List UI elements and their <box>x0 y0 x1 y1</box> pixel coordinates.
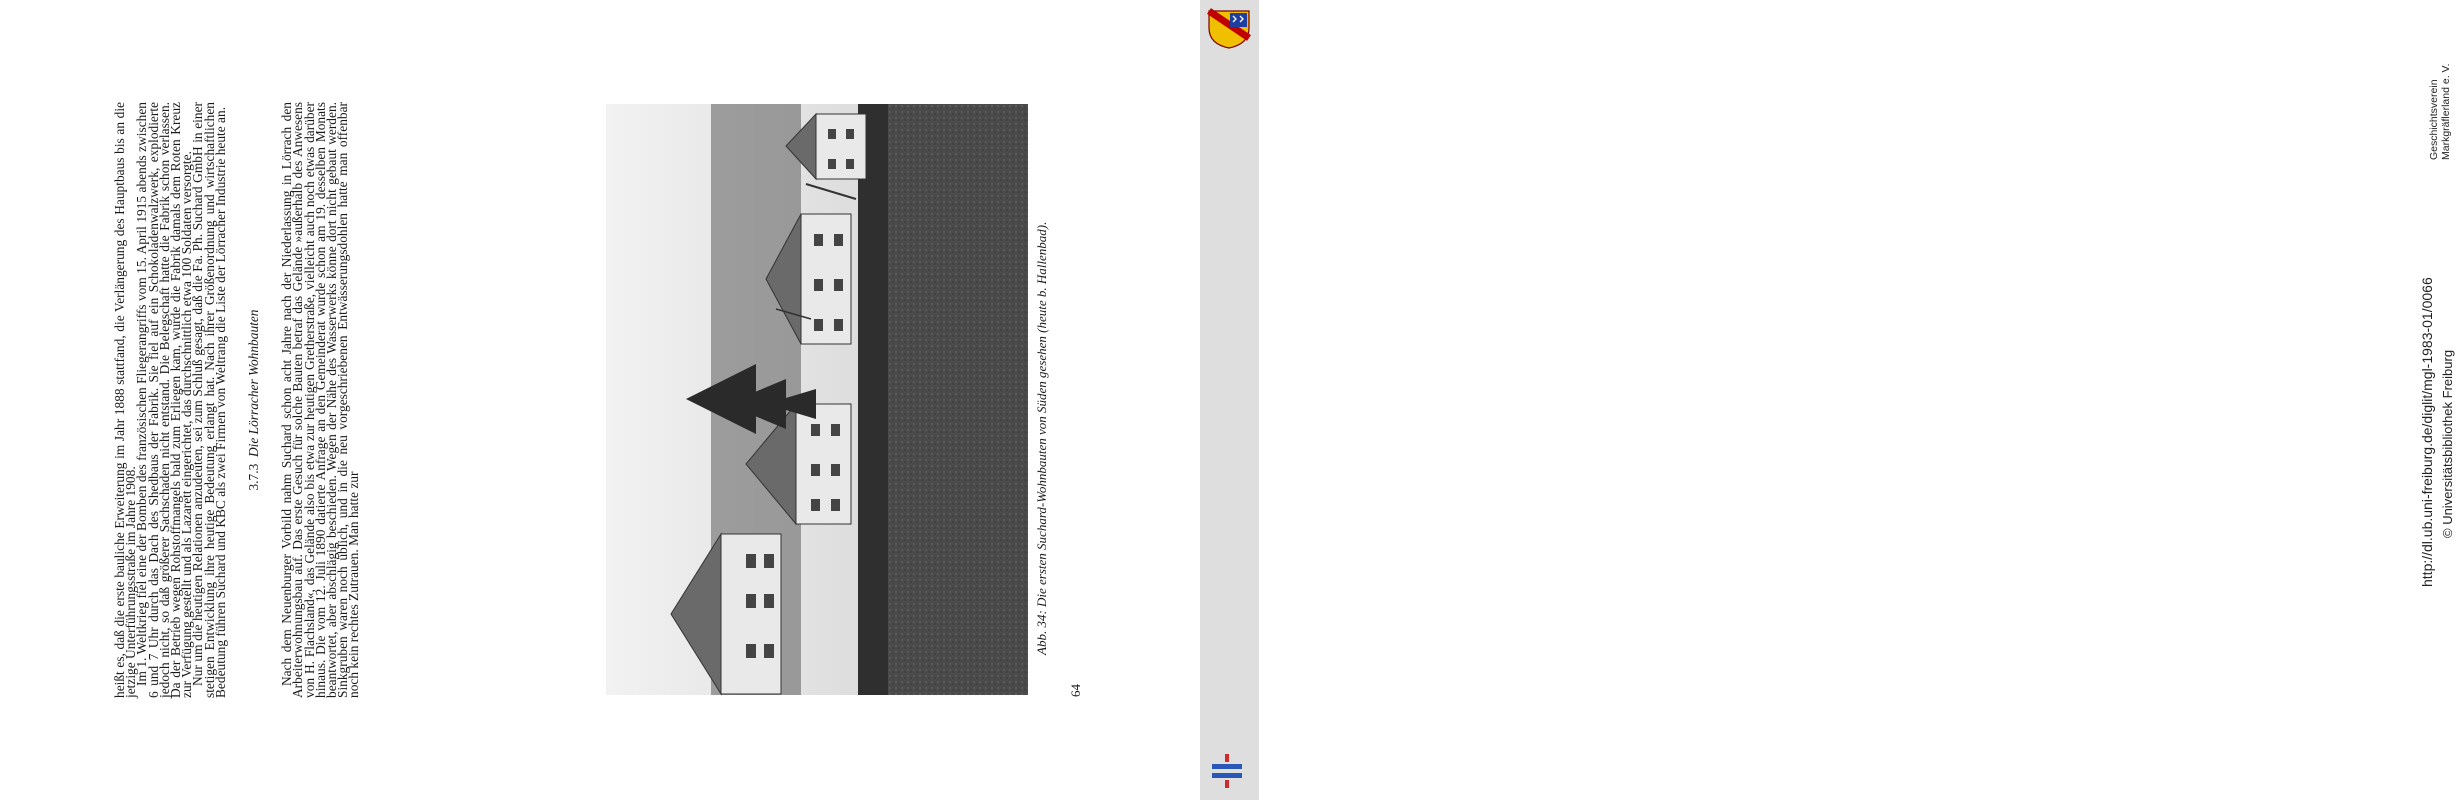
suchard-houses-photo <box>606 104 1028 695</box>
section-heading <box>246 102 262 698</box>
page-number: 64 <box>1068 684 1083 697</box>
figure-caption: Abb. 34: Die ersten Suchard-Wohnbauten von Süden gesehen (heute b. Hallenbad). <box>1034 221 1049 655</box>
society-name <box>2428 64 2452 161</box>
document-page <box>0 0 1200 800</box>
section-number: 3.7.3 <box>246 463 262 491</box>
photograph <box>606 104 1028 695</box>
library-sidebar <box>1200 0 2455 800</box>
body-text <box>114 102 360 698</box>
paragraph: Nach dem Neuenburger Vorbild nahm Suchard schon acht Jahre nach der Niederlassung in Lörrach den Arbeiterwohnungsbau auf. Das erste Gesuch für solche Bauten betraf das Gelände »außerhalb des Anwesens von H. Flachsland«, das Gelände also bis etwa zur heutigen Gretherstraße, vielleicht auch noch etwas darüber hinaus. Die vom 12. Juli 1890 datierte Anfrage an den Gemeinderat wurde schon am 19. desselben Monats beantwortet, aber abschlägig beschieden. Wegen der Nähe des Wasserwerks könne dort nicht gebaut werden. Sinkgruben waren noch üblich, und in die neu vorgeschriebenen Entwässerungsdohlen hatte man offenbar noch kein rechtes Zutrauen. Man hatte zur <box>279 102 362 698</box>
ub-freiburg-logo-icon <box>1210 750 1244 790</box>
paragraph: Nur um die heutigen Relationen anzudeuten, sei zum Schluß gesagt, daß die Fa. Ph. Suchard GmbH in einer stetigen Entwicklung ihre heutige Bedeutung erlangt hat. Nach ihrer Größenordnung und wirtschaftlichen Bedeutung führen Suchard und KBC als zwei Firmen von Weltrang die Liste der Lörracher Industrie heute an. <box>190 102 228 698</box>
society-line-1: Geschichtsverein <box>2428 79 2440 160</box>
society-line-2: Markgräflerland e. V. <box>2440 63 2452 160</box>
paragraph: heißt es, daß die erste bauliche Erweiterung im Jahr 1888 stattfand, die Verlängerung des Hauptbaus bis an die jetzige Unterführungsstraße im Jahre 1908. <box>112 102 139 698</box>
library-credit: © Universitätsbibliothek Freiburg <box>2440 349 2455 538</box>
source-url-link[interactable]: http://dl.ub.uni-freiburg.de/diglit/mgl-1983-01/0066 <box>2419 277 2435 587</box>
coat-of-arms-icon <box>1206 8 1252 50</box>
section-title: Die Lörracher Wohnbauten <box>246 309 262 458</box>
paragraph: Im 1. Weltkrieg fiel eine der Bomben des französischen Fliegerangriffs vom 15. April 1915 abends zwischen 6 und 7 Uhr durch das Dach des Shedbaus der Fabrik. Sie fiel auf ein Schokoladenwalzwerk, explodierte jedoch nicht, so daß größerer Sachschaden nicht entstand. Die Belegschaft hatte die Fabrik schon verlassen. Da der Betrieb wegen Rohstoffmangels bald zum Erliegen kam, wurde die Fabrik damals dem Roten Kreuz zur Verfügung gestellt und als Lazarett eingerichtet, das durchschnittlich etwa 100 Soldaten versorgte. <box>134 102 195 698</box>
